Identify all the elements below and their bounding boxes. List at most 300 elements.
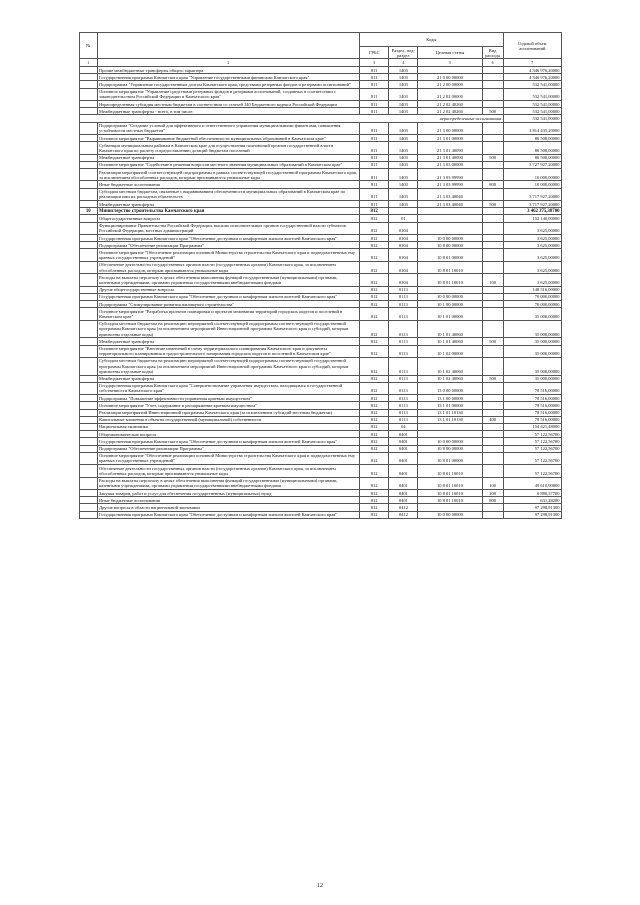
row-grbs-code: 811 xyxy=(360,88,389,100)
row-target-article: 10 1 02 40060 xyxy=(418,375,482,382)
row-target-article: 21 3 01 00000 xyxy=(418,135,482,142)
row-grbs-code: 811 xyxy=(360,201,389,208)
row-razdel-code: 0401 xyxy=(389,431,418,438)
row-name: Основное мероприятие "Управление средствами резервных фондов и резервами ассигнований, созданных в соответствии с законодательством Российской Федерации и Камчатского края" xyxy=(97,88,360,100)
table-row xyxy=(80,81,562,88)
table-row xyxy=(80,409,562,416)
row-expense-type xyxy=(482,511,503,518)
row-razdel-code: 0113 xyxy=(389,402,418,409)
row-grbs-code: 811 xyxy=(360,81,389,88)
page-number: 12 xyxy=(317,883,323,889)
row-razdel-code: 0104 xyxy=(389,235,418,242)
table-row xyxy=(80,208,562,215)
row-number xyxy=(80,490,98,497)
row-amount: 78 516,00000 xyxy=(503,402,561,409)
row-target-article: 21 2 02 00000 xyxy=(418,88,482,100)
row-expense-type xyxy=(482,286,503,293)
row-grbs-code: 812 xyxy=(360,511,389,518)
row-name: Подпрограмма "Повышение эффективности управления краевым имуществом" xyxy=(97,395,360,402)
column-number: 6 xyxy=(482,59,503,67)
row-target-article: 21 3 00 00000 xyxy=(418,122,482,134)
row-razdel-code: 0104 xyxy=(389,261,418,273)
row-number xyxy=(80,215,98,222)
row-amount: 3 625,00000 xyxy=(503,249,561,261)
row-amount: 10 000,00000 xyxy=(503,169,561,181)
table-row xyxy=(80,274,562,286)
row-target-article xyxy=(418,431,482,438)
row-number xyxy=(80,345,98,357)
row-name: Межбюджетные трансферты xyxy=(97,154,360,161)
row-razdel-code: 0104 xyxy=(389,249,418,261)
row-expense-type: 400 xyxy=(482,416,503,423)
row-expense-type xyxy=(482,423,503,430)
row-target-article: 21 3 01 40090 xyxy=(418,142,482,154)
table-row xyxy=(80,181,562,188)
row-grbs-code: 811 xyxy=(360,161,389,168)
table-body xyxy=(80,67,562,519)
table-row xyxy=(80,345,562,357)
row-expense-type xyxy=(482,308,503,320)
row-target-article: 21 3 03 99990 xyxy=(418,169,482,181)
row-amount: 78 516,00000 xyxy=(503,409,561,416)
row-name: Реализация мероприятий Инвестиционной программы Камчатского края (за исключением субсидий местным бюджетам) xyxy=(97,409,360,416)
table-row xyxy=(80,452,562,464)
table-row xyxy=(80,154,562,161)
row-grbs-code: 812 xyxy=(360,235,389,242)
row-razdel-code: 0113 xyxy=(389,301,418,308)
row-name: Основное мероприятие "Разработка проектов планировки и проектов межевания территорий городских округов и поселений в Камчатском крае" xyxy=(97,308,360,320)
table-row xyxy=(80,445,562,452)
row-expense-type: 500 xyxy=(482,338,503,345)
row-razdel-code: 0401 xyxy=(389,497,418,504)
column-number: 7 xyxy=(503,59,561,67)
row-number xyxy=(80,286,98,293)
row-grbs-code: 812 xyxy=(360,402,389,409)
table-row xyxy=(80,497,562,504)
row-target-article: 10 8 01 10010 xyxy=(418,497,482,504)
row-target-article: 10 8 01 00000 xyxy=(418,249,482,261)
row-amount: 97 298,91300 xyxy=(503,504,561,511)
row-target-article: 13 0 00 00000 xyxy=(418,382,482,394)
header-annual-volume: Годовой объем ассигнований xyxy=(503,33,561,59)
table-row xyxy=(80,395,562,402)
row-amount: 57 122,56700 xyxy=(503,452,561,464)
row-target-article xyxy=(418,215,482,222)
row-grbs-code: 811 xyxy=(360,154,389,161)
row-target-article: 10 0 00 00000 xyxy=(418,293,482,300)
table-row xyxy=(80,242,562,249)
row-amount: 3 814 435,20000 xyxy=(503,122,561,134)
row-name: Подпрограмма "Создание условий для эффективного и ответственного управления муниципальными финансами, повышения устойчивости местных бюджетов" xyxy=(97,122,360,134)
header-grbs: ГРБС xyxy=(360,47,389,59)
row-expense-type xyxy=(482,67,503,74)
row-target-article: 10 8 00 00000 xyxy=(418,445,482,452)
row-number xyxy=(80,135,98,142)
row-name: Общеэкономические вопросы xyxy=(97,431,360,438)
row-expense-type xyxy=(482,402,503,409)
row-number xyxy=(80,416,98,423)
row-number xyxy=(80,235,98,242)
row-name: Национальная экономика xyxy=(97,423,360,430)
row-expense-type xyxy=(482,357,503,375)
row-grbs-code: 812 xyxy=(360,338,389,345)
row-name: Обеспечение деятельности государственных органов власти (государственных органов) Камчатского края, за исключением обособленных расходов, которым присваиваются уникальные коды xyxy=(97,465,360,477)
row-name: Министерство строительства Камчатского края xyxy=(97,208,360,215)
row-amount: 10 000,00000 xyxy=(503,181,561,188)
row-target-article: 10 1 01 00000 xyxy=(418,308,482,320)
row-number xyxy=(80,242,98,249)
row-grbs-code: 812 xyxy=(360,308,389,320)
row-target-article: 13 1 01 00000 xyxy=(418,402,482,409)
row-razdel-code: 0412 xyxy=(389,511,418,518)
row-target-article: 10 0 00 00000 xyxy=(418,511,482,518)
row-razdel-code: 1403 xyxy=(389,135,418,142)
row-expense-type xyxy=(482,452,503,464)
row-number xyxy=(80,301,98,308)
row-name: Иные бюджетные ассигнования xyxy=(97,497,360,504)
table-row xyxy=(80,504,562,511)
row-grbs-code: 812 xyxy=(360,375,389,382)
table-row xyxy=(80,301,562,308)
row-number xyxy=(80,431,98,438)
row-name: Государственная программа Камчатского края "Управление государственными финансами Камчатского края" xyxy=(97,74,360,81)
row-note: нераспределенные ассигнования xyxy=(80,115,504,122)
row-target-article: 21 3 03 40040 xyxy=(418,201,482,208)
row-name: Функционирование Правительства Российской Федерации, высших исполнительных органов государственной власти субъектов Российской Федерации, местных администраций xyxy=(97,222,360,234)
row-grbs-code: 812 xyxy=(360,445,389,452)
row-expense-type xyxy=(482,169,503,181)
row-number xyxy=(80,154,98,161)
row-name: Государственная программа Камчатского края "Обеспечение доступным и комфортным жильем жителей Камчатского края" xyxy=(97,438,360,445)
row-amount: 3 717 927,20000 xyxy=(503,201,561,208)
row-razdel-code: 1403 xyxy=(389,122,418,134)
row-grbs-code: 811 xyxy=(360,101,389,108)
row-grbs-code: 812 xyxy=(360,301,389,308)
row-amount: 3 625,00000 xyxy=(503,274,561,286)
row-razdel-code: 1403 xyxy=(389,74,418,81)
column-number: 2 xyxy=(97,59,360,67)
row-expense-type xyxy=(482,409,503,416)
row-name: Основное мероприятие "Обеспечение реализации основной Министерства строительства Камчатского края и подведомственных ему краевых государственных учреждений" xyxy=(97,249,360,261)
row-number xyxy=(80,101,98,108)
row-amount: 35 000,00000 xyxy=(503,320,561,338)
table-row xyxy=(80,188,562,200)
row-razdel-code: 0113 xyxy=(389,395,418,402)
row-name: Расходы на выплаты персоналу в целях обеспечения выполнения функций государственными (муниципальными) органами, казенными учреждениями, органами управления государственными внебюджетными фондами xyxy=(97,274,360,286)
row-target-article xyxy=(418,222,482,234)
row-number xyxy=(80,274,98,286)
row-number xyxy=(80,497,98,504)
row-razdel-code: 1403 xyxy=(389,169,418,181)
row-name: Субсидии местным бюджетам, связанные с выравниванием обеспеченности муниципальных образований в Камчатском крае по реализации ими их расходных обязательств xyxy=(97,188,360,200)
row-amount: 35 000,00000 xyxy=(503,345,561,357)
row-number xyxy=(80,74,98,81)
row-grbs-code: 812 xyxy=(360,215,389,222)
row-number xyxy=(80,81,98,88)
row-expense-type xyxy=(482,249,503,261)
table-row xyxy=(80,222,562,234)
row-grbs-code: 811 xyxy=(360,74,389,81)
table-row xyxy=(80,382,562,394)
row-number xyxy=(80,261,98,273)
row-expense-type xyxy=(482,122,503,134)
row-target-article: 10 8 01 10010 xyxy=(418,477,482,489)
row-amount: 3 625,00000 xyxy=(503,261,561,273)
row-expense-type xyxy=(482,81,503,88)
row-expense-type xyxy=(482,382,503,394)
row-number xyxy=(80,395,98,402)
row-target-article: 10 1 00 00000 xyxy=(418,301,482,308)
column-number: 5 xyxy=(418,59,482,67)
row-amount: 631,28200 xyxy=(503,497,561,504)
row-number xyxy=(80,293,98,300)
row-amount: 3 717 927,20000 xyxy=(503,188,561,200)
table-row xyxy=(80,142,562,154)
table-row xyxy=(80,357,562,375)
row-name: Основное мероприятие "Содействие в решении вопросов местного значения муниципальных образований в Камчатском крае" xyxy=(97,161,360,168)
row-expense-type xyxy=(482,161,503,168)
row-expense-type: 500 xyxy=(482,154,503,161)
row-expense-type xyxy=(482,101,503,108)
row-number xyxy=(80,338,98,345)
row-number xyxy=(80,188,98,200)
row-grbs-code: 812 xyxy=(360,208,389,215)
row-razdel-code: 0401 xyxy=(389,465,418,477)
row-expense-type xyxy=(482,301,503,308)
row-number xyxy=(80,169,98,181)
row-razdel-code: 1403 xyxy=(389,81,418,88)
row-expense-type: 100 xyxy=(482,274,503,286)
row-razdel-code: 0412 xyxy=(389,504,418,511)
row-name: Подпрограмма "Управление государственным долгом Камчатского края, средствами резервных фондов и резервами ассигнований" xyxy=(97,81,360,88)
row-target-article: 10 0 00 00000 xyxy=(418,235,482,242)
row-grbs-code: 812 xyxy=(360,409,389,416)
row-target-article: 10 1 01 40060 xyxy=(418,320,482,338)
table-row xyxy=(80,477,562,489)
row-number xyxy=(80,477,98,489)
row-target-article: 10 1 02 00000 xyxy=(418,345,482,357)
table-row xyxy=(80,101,562,108)
row-expense-type xyxy=(482,431,503,438)
row-expense-type xyxy=(482,74,503,81)
table-row xyxy=(80,261,562,273)
header-target-article: Целевая статья xyxy=(418,47,482,59)
row-grbs-code: 812 xyxy=(360,286,389,293)
row-grbs-code: 812 xyxy=(360,242,389,249)
row-target-article xyxy=(418,208,482,215)
row-number xyxy=(80,308,98,320)
row-grbs-code: 812 xyxy=(360,222,389,234)
row-number xyxy=(80,108,98,115)
row-target-article xyxy=(418,423,482,430)
row-grbs-code: 812 xyxy=(360,452,389,464)
row-grbs-code: 812 xyxy=(360,490,389,497)
table-row xyxy=(80,375,562,382)
row-name: Основное мероприятие "Внесение изменений в схему территориального планирования Камчатского края и документы территориального планирования и градостроительного зонирования городских округов и поселений в Камчатском крае" xyxy=(97,345,360,357)
row-razdel-code: 0113 xyxy=(389,409,418,416)
row-amount: 152 140,00000 xyxy=(503,215,561,222)
row-amount: 78 516,00000 xyxy=(503,395,561,402)
row-name: Основное мероприятие "Выравнивание бюджетной обеспеченности муниципальных образований в Камчатском крае" xyxy=(97,135,360,142)
row-grbs-code: 811 xyxy=(360,67,389,74)
row-number: 10 xyxy=(80,208,98,215)
row-target-article: 21 2 02 40260 xyxy=(418,101,482,108)
row-expense-type xyxy=(482,188,503,200)
row-name: Межбюджетные трансферты - всего, в том числе: xyxy=(97,108,360,115)
row-amount: 49 610,90800 xyxy=(503,477,561,489)
row-expense-type xyxy=(482,465,503,477)
table-row xyxy=(80,286,562,293)
row-number xyxy=(80,67,98,74)
row-grbs-code: 811 xyxy=(360,122,389,134)
row-amount: 532 541,00000 xyxy=(503,101,561,108)
row-name: Нераспределенная субсидия местным бюджетам в соответствии со статьей 140 Бюджетного кодекса Российской Федерации xyxy=(97,101,360,108)
row-expense-type xyxy=(482,293,503,300)
row-amount: 3 462 375,38700 xyxy=(503,208,561,215)
row-grbs-code: 811 xyxy=(360,108,389,115)
table-row xyxy=(80,67,562,74)
row-name: Государственная программа Камчатского края "Обеспечение доступным и комфортным жильем жителей Камчатского края" xyxy=(97,235,360,242)
row-name: Другие общегосударственные вопросы xyxy=(97,286,360,293)
row-target-article xyxy=(418,504,482,511)
row-razdel-code: 0113 xyxy=(389,345,418,357)
row-number xyxy=(80,409,98,416)
row-razdel-code: 0401 xyxy=(389,490,418,497)
row-razdel-code: 1403 xyxy=(389,181,418,188)
header-expense-type: Вид расхода xyxy=(482,47,503,59)
row-name: Основное мероприятие "Обеспечение реализации основной Министерства строительства Камчатского края и подведомственных ему краевых государственных учреждений" xyxy=(97,452,360,464)
row-target-article: 21 2 00 00000 xyxy=(418,81,482,88)
row-number xyxy=(80,357,98,375)
row-expense-type: 500 xyxy=(482,201,503,208)
row-razdel-code: 0104 xyxy=(389,222,418,234)
row-name: Субвенции муниципальным районам в Камчатском крае для осуществления полномочий органов государственной власти Камчатского края по расчету и предоставлению дотаций бюджетам поселений xyxy=(97,142,360,154)
row-name: Государственная программа Камчатского края "Обеспечение доступным и комфортным жильем жителей Камчатского края" xyxy=(97,511,360,518)
row-target-article: 13 1 01 10130 xyxy=(418,416,482,423)
row-target-article xyxy=(418,67,482,74)
row-expense-type: 800 xyxy=(482,497,503,504)
row-target-article: 10 8 01 10010 xyxy=(418,490,482,497)
row-target-article: 10 0 00 00000 xyxy=(418,438,482,445)
row-amount: 78 516,00000 xyxy=(503,416,561,423)
row-name: Общегосударственные вопросы xyxy=(97,215,360,222)
row-amount: 86 508,00000 xyxy=(503,142,561,154)
row-number xyxy=(80,402,98,409)
row-grbs-code: 812 xyxy=(360,504,389,511)
row-expense-type xyxy=(482,142,503,154)
row-razdel-code: 0113 xyxy=(389,320,418,338)
row-razdel-code: 0113 xyxy=(389,308,418,320)
row-amount: 57 122,56700 xyxy=(503,438,561,445)
table-row xyxy=(80,169,562,181)
row-expense-type xyxy=(482,222,503,234)
row-expense-type xyxy=(482,215,503,222)
row-amount: 154 421,48000 xyxy=(503,423,561,430)
row-number xyxy=(80,249,98,261)
row-expense-type xyxy=(482,504,503,511)
row-grbs-code: 812 xyxy=(360,395,389,402)
table-row xyxy=(80,402,562,409)
row-target-article: 10 1 01 40060 xyxy=(418,338,482,345)
row-number xyxy=(80,423,98,430)
row-amount: 4 346 976,20000 xyxy=(503,74,561,81)
row-amount: 35 000,00000 xyxy=(503,357,561,375)
row-grbs-code: 812 xyxy=(360,438,389,445)
row-expense-type xyxy=(482,208,503,215)
table-row xyxy=(80,431,562,438)
table-row xyxy=(80,511,562,518)
row-number xyxy=(80,320,98,338)
row-grbs-code: 812 xyxy=(360,497,389,504)
table-row xyxy=(80,320,562,338)
header-codes: Коды xyxy=(360,33,504,47)
table-row xyxy=(80,438,562,445)
row-expense-type: 800 xyxy=(482,181,503,188)
row-amount: 35 000,00000 xyxy=(503,308,561,320)
row-razdel-code: 1403 xyxy=(389,201,418,208)
row-amount: 57 122,56700 xyxy=(503,445,561,452)
row-expense-type: 500 xyxy=(482,108,503,115)
row-target-article: 13 1 01 10130 xyxy=(418,409,482,416)
row-amount: 3 727 927,20000 xyxy=(503,161,561,168)
row-name: Межбюджетные трансферты xyxy=(97,375,360,382)
row-target-article: 10 8 01 10010 xyxy=(418,274,482,286)
row-expense-type: 500 xyxy=(482,375,503,382)
row-number xyxy=(80,511,98,518)
row-grbs-code: 812 xyxy=(360,261,389,273)
row-razdel-code: 1403 xyxy=(389,188,418,200)
header-name xyxy=(97,33,360,59)
row-number xyxy=(80,181,98,188)
row-grbs-code: 812 xyxy=(360,293,389,300)
row-expense-type xyxy=(482,320,503,338)
column-number: 4 xyxy=(389,59,418,67)
row-amount: 70 000,00000 xyxy=(503,293,561,300)
row-amount: 4 346 976,20000 xyxy=(503,67,561,74)
table-row xyxy=(80,308,562,320)
row-grbs-code: 812 xyxy=(360,357,389,375)
row-razdel-code: 0113 xyxy=(389,357,418,375)
row-target-article: 21 3 03 40040 xyxy=(418,188,482,200)
row-number xyxy=(80,122,98,134)
row-amount: 35 000,00000 xyxy=(503,338,561,345)
row-number xyxy=(80,375,98,382)
row-expense-type xyxy=(482,235,503,242)
row-grbs-code: 812 xyxy=(360,274,389,286)
row-expense-type xyxy=(482,261,503,273)
row-grbs-code: 811 xyxy=(360,142,389,154)
row-razdel-code: 1403 xyxy=(389,154,418,161)
row-razdel-code: 1403 xyxy=(389,88,418,100)
table-row xyxy=(80,122,562,134)
row-name: Подпрограмма "Стимулирование развития жилищного строительства" xyxy=(97,301,360,308)
row-amount: 86 508,00000 xyxy=(503,135,561,142)
table-row xyxy=(80,135,562,142)
row-target-article: 21 3 03 00000 xyxy=(418,161,482,168)
row-name: Государственная программа Камчатского края "Обеспечение доступным и комфортным жильем жителей Камчатского края" xyxy=(97,293,360,300)
row-name: Иные бюджетные ассигнования xyxy=(97,181,360,188)
row-amount: 97 298,91300 xyxy=(503,511,561,518)
row-target-article: 10 1 02 40060 xyxy=(418,357,482,375)
column-number: 3 xyxy=(360,59,389,67)
row-name: Другие вопросы в области национальной экономики xyxy=(97,504,360,511)
row-amount: 3 625,00000 xyxy=(503,242,561,249)
row-name: Закупка товаров, работ и услуг для обеспечения государственных (муниципальных) нужд xyxy=(97,490,360,497)
table-row xyxy=(80,108,562,115)
row-name: Основное мероприятие "Учет, содержание и распоряжение краевым имуществом" xyxy=(97,402,360,409)
row-razdel-code: 1403 xyxy=(389,101,418,108)
row-number xyxy=(80,222,98,234)
